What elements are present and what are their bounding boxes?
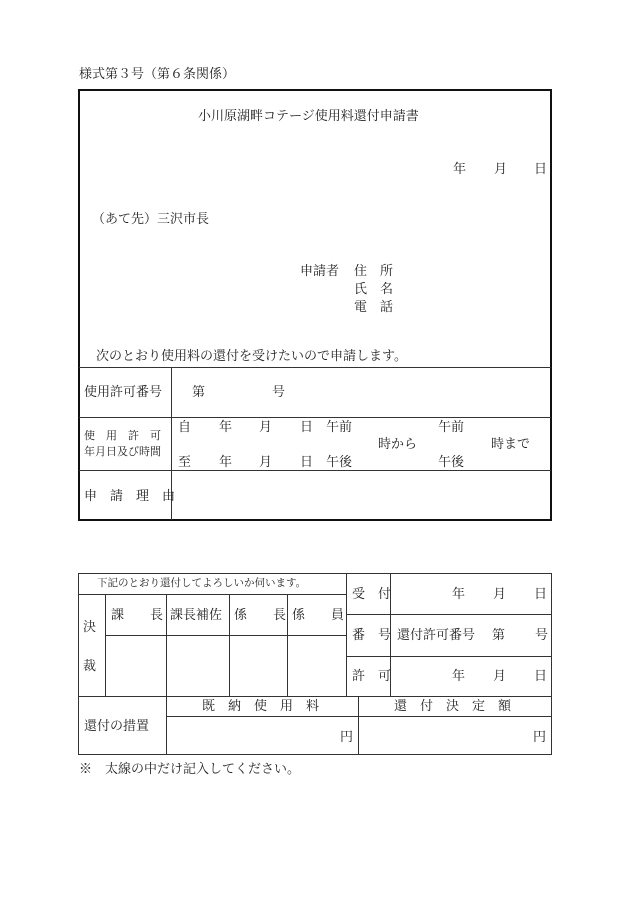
refund-permit-label: 還付許可番号 [397,628,476,643]
form-number: 様式第３号（第６条関係） [79,67,236,82]
refund-amount-header: 還 付 決 定 額 [394,699,512,714]
footnote: ※ 太線の中だけ記入してください。 [79,762,301,777]
kyoka-year: 年 [452,669,466,684]
addressee: （あて先）三沢市長 [92,212,210,227]
applicant-address-label: 住 所 [354,264,394,279]
applicant-label: 申請者 [300,264,340,279]
applicant-phone-label: 電 話 [354,300,394,315]
period-to-pm: 午後 [438,455,465,470]
refund-amount-yen: 円 [533,730,547,745]
kyoka-day: 日 [534,669,548,684]
refund-measure-label: 還付の措置 [84,719,150,734]
kessai-char-1: 決 [83,620,97,635]
period-label-line2: 年月日及び時間 [84,445,161,458]
period-to: 至 [178,455,192,470]
form-title: 小川原湖畔コテージ使用料還付申請書 [198,109,419,124]
period-from-year: 年 [219,420,233,435]
uketsuke-label: 受 付 [352,587,392,602]
period-from-day: 日 [300,420,314,435]
paid-fee-yen: 円 [340,730,354,745]
date-day-label: 日 [534,162,548,177]
period-to-am: 午前 [438,420,465,435]
uketsuke-month: 月 [493,587,507,602]
date-month-label: 月 [494,162,508,177]
kessai-char-2: 裁 [83,659,97,674]
period-from-pm: 午後 [326,455,353,470]
period-until-time: 時まで [491,437,531,452]
uketsuke-day: 日 [534,587,548,602]
period-from-month: 月 [259,420,273,435]
period-label-line1: 使 用 許 可 [84,429,161,442]
permit-number-dai: 第 [192,385,206,400]
period-to-month: 月 [259,455,273,470]
period-from: 自 [178,420,192,435]
applicant-name-label: 氏 名 [354,282,394,297]
office-header: 下記のとおり還付してよろしいか伺います。 [97,577,307,589]
office-use-table [78,573,552,755]
period-from-time: 時から [378,437,418,452]
permit-number-label: 使用許可番号 [84,385,163,400]
bango-label: 番 号 [352,628,392,643]
reason-label: 申 請 理 由 [84,489,176,504]
application-statement: 次のとおり使用料の還付を受けたいので申請します。 [96,349,407,364]
uketsuke-year: 年 [452,587,466,602]
role-kakaricho: 係 長 [234,608,287,623]
refund-permit-dai: 第 [492,628,506,643]
period-to-year: 年 [219,455,233,470]
refund-permit-go: 号 [535,628,549,643]
role-kakariin: 係 員 [292,608,345,623]
date-year-label: 年 [453,162,467,177]
paid-fee-header: 既 納 使 用 料 [202,699,320,714]
role-kacho: 課 長 [111,608,164,623]
kyoka-month: 月 [493,669,507,684]
role-kacho-hosa: 課長補佐 [170,608,223,623]
kyoka-label: 許 可 [352,669,392,684]
permit-number-go: 号 [272,385,286,400]
period-from-am: 午前 [326,420,353,435]
period-to-day: 日 [300,455,314,470]
